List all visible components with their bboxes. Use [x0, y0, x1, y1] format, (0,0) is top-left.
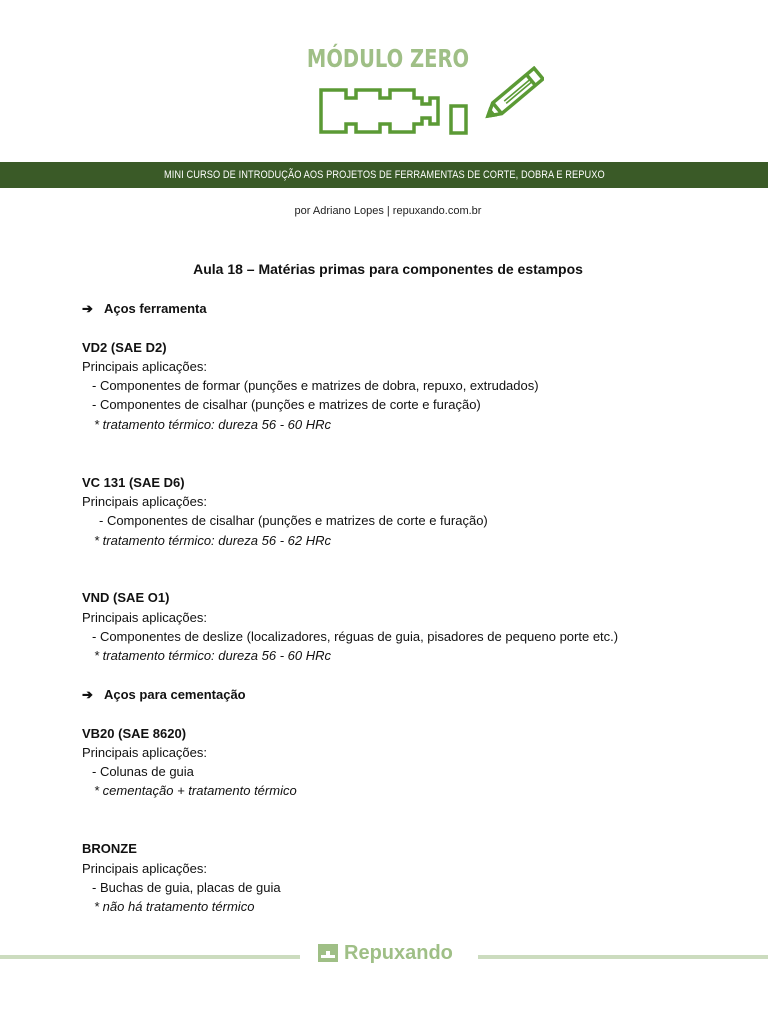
lesson-title: Aula 18 – Matérias primas para componentes de estampos: [193, 261, 583, 277]
treatment-note: * cementação + tratamento térmico: [94, 783, 297, 799]
list-item: - Componentes de deslize (localizadores, réguas de guia, pisadores de pequeno porte etc.): [92, 629, 619, 645]
list-item: - Componentes de cisalhar (punções e matrizes de corte e furação): [99, 513, 488, 529]
list-item: - Componentes de formar (punções e matrizes de dobra, repuxo, extrudados): [92, 378, 539, 394]
right-arrow-icon: ➔: [82, 301, 93, 316]
treatment-note: * não há tratamento térmico: [94, 899, 255, 915]
treatment-note: * tratamento térmico: dureza 56 - 60 HRc: [94, 648, 331, 664]
footer-brand-text: Repuxando: [344, 941, 453, 964]
applications-label: Principais aplicações:: [82, 358, 208, 374]
applications-label: Principais aplicações:: [82, 860, 208, 876]
byline: por Adriano Lopes | repuxando.com.br: [294, 205, 482, 217]
material-heading-vnd: VND (SAE O1): [82, 590, 170, 606]
treatment-note: * tratamento térmico: dureza 56 - 62 HRc: [94, 532, 331, 548]
right-arrow-icon: ➔: [82, 686, 93, 702]
footer-divider-right: [478, 955, 768, 959]
material-heading-vc131: VC 131 (SAE D6): [82, 474, 185, 490]
footer-brand: [318, 940, 453, 966]
applications-label: Principais aplicações:: [82, 493, 208, 509]
section-heading-carburizing-steels: ➔ Aços para cementação: [82, 685, 742, 704]
module-zero-logo-icon: [318, 66, 544, 142]
list-item: - Componentes de cisalhar (punções e matrizes de corte e furação): [92, 397, 481, 413]
repuxando-logo-icon: [318, 944, 338, 962]
lesson-content: [82, 299, 742, 917]
course-banner: [0, 162, 768, 188]
banner-text: MINI CURSO DE INTRODUÇÃO AOS PROJETOS DE FERRAMENTAS DE CORTE, DOBRA E REPUXO: [163, 169, 605, 181]
list-item: - Colunas de guia: [92, 764, 194, 780]
applications-label: Principais aplicações:: [82, 609, 208, 625]
footer-divider-left: [0, 955, 300, 959]
treatment-note: * tratamento térmico: dureza 56 - 60 HRc: [94, 416, 331, 432]
list-item: - Buchas de guia, placas de guia: [92, 879, 281, 895]
material-heading-bronze: BRONZE: [82, 841, 137, 857]
applications-label: Principais aplicações:: [82, 744, 208, 760]
section-heading-tool-steels: ➔ Aços ferramenta: [82, 299, 742, 318]
material-heading-vd2: VD2 (SAE D2): [82, 339, 167, 355]
material-heading-vb20: VB20 (SAE 8620): [82, 725, 187, 741]
logo-title: MÓDULO ZERO: [306, 44, 470, 73]
